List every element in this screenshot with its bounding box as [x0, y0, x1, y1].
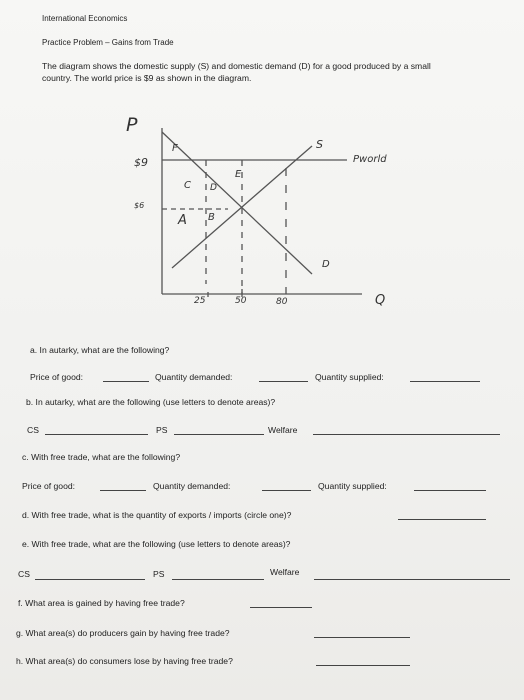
qb-ps-field[interactable] [174, 434, 264, 435]
qe-cs-field[interactable] [35, 579, 145, 580]
qty-tick-50: 50 [235, 296, 247, 306]
price-6-label: $6 [134, 201, 145, 210]
question-e-prompt: e. With free trade, what are the following (use letters to denote areas)? [22, 539, 291, 549]
qg-answer-field[interactable] [314, 637, 410, 638]
demand-curve [162, 132, 312, 274]
qe-ps-field[interactable] [172, 579, 264, 580]
qa-qd-field[interactable] [259, 381, 308, 382]
qh-answer-field[interactable] [316, 665, 410, 666]
qa-qd-label: Quantity demanded: [155, 372, 233, 382]
qe-cs-label: CS [18, 569, 30, 579]
qb-welfare-label: Welfare [268, 425, 298, 435]
qc-qd-label: Quantity demanded: [153, 481, 231, 491]
qty-tick-80: 80 [276, 297, 288, 307]
qc-price-label: Price of good: [22, 481, 76, 491]
demand-label: D [322, 259, 330, 270]
qd-answer-field[interactable] [398, 519, 486, 520]
world-price-label: Pworld [353, 154, 387, 165]
qc-qd-field[interactable] [262, 490, 311, 491]
question-f-prompt: f. What area is gained by having free trade? [18, 598, 185, 608]
qc-qs-field[interactable] [414, 490, 486, 491]
quantity-axis-label: Q [375, 293, 386, 308]
area-label-b: B [208, 212, 215, 223]
price-axis-label: P [126, 114, 138, 136]
question-a-prompt: a. In autarky, what are the following? [30, 345, 170, 355]
course-name: International Economics [42, 14, 128, 23]
worksheet-title: Practice Problem – Gains from Trade [42, 38, 174, 47]
question-g-prompt: g. What area(s) do producers gain by having free trade? [16, 628, 230, 638]
qa-price-label: Price of good: [30, 372, 84, 382]
supply-label: S [316, 138, 323, 151]
price-9-label: $9 [134, 156, 148, 169]
qb-cs-label: CS [27, 425, 39, 435]
question-d-prompt: d. With free trade, what is the quantity of exports / imports (circle one)? [22, 510, 292, 520]
area-label-d: D [210, 183, 217, 193]
question-c-prompt: c. With free trade, what are the following? [22, 452, 181, 462]
qb-cs-field[interactable] [45, 434, 148, 435]
qty-tick-25: 25 [194, 296, 206, 306]
area-label-f: F [172, 143, 178, 154]
qb-welfare-field[interactable] [313, 434, 500, 435]
qc-qs-label: Quantity supplied: [318, 481, 387, 491]
area-label-c: C [184, 180, 191, 191]
qe-ps-label: PS [153, 569, 165, 579]
question-b-prompt: b. In autarky, what are the following (use letters to denote areas)? [26, 397, 276, 407]
intro-line-2: country. The world price is $9 as shown in the diagram. [42, 73, 252, 83]
qa-qs-label: Quantity supplied: [315, 372, 384, 382]
area-label-a: A [178, 213, 187, 228]
qb-ps-label: PS [156, 425, 168, 435]
area-label-e: E [235, 169, 242, 180]
qe-welfare-field[interactable] [314, 579, 510, 580]
qa-price-field[interactable] [103, 381, 149, 382]
qe-welfare-label: Welfare [270, 567, 300, 577]
intro-line-1: The diagram shows the domestic supply (S) and domestic demand (D) for a good produced by a small [42, 61, 431, 71]
question-h-prompt: h. What area(s) do consumers lose by having free trade? [16, 656, 233, 666]
qc-price-field[interactable] [100, 490, 146, 491]
qa-qs-field[interactable] [410, 381, 480, 382]
supply-demand-diagram [0, 0, 524, 320]
qf-answer-field[interactable] [250, 607, 312, 608]
